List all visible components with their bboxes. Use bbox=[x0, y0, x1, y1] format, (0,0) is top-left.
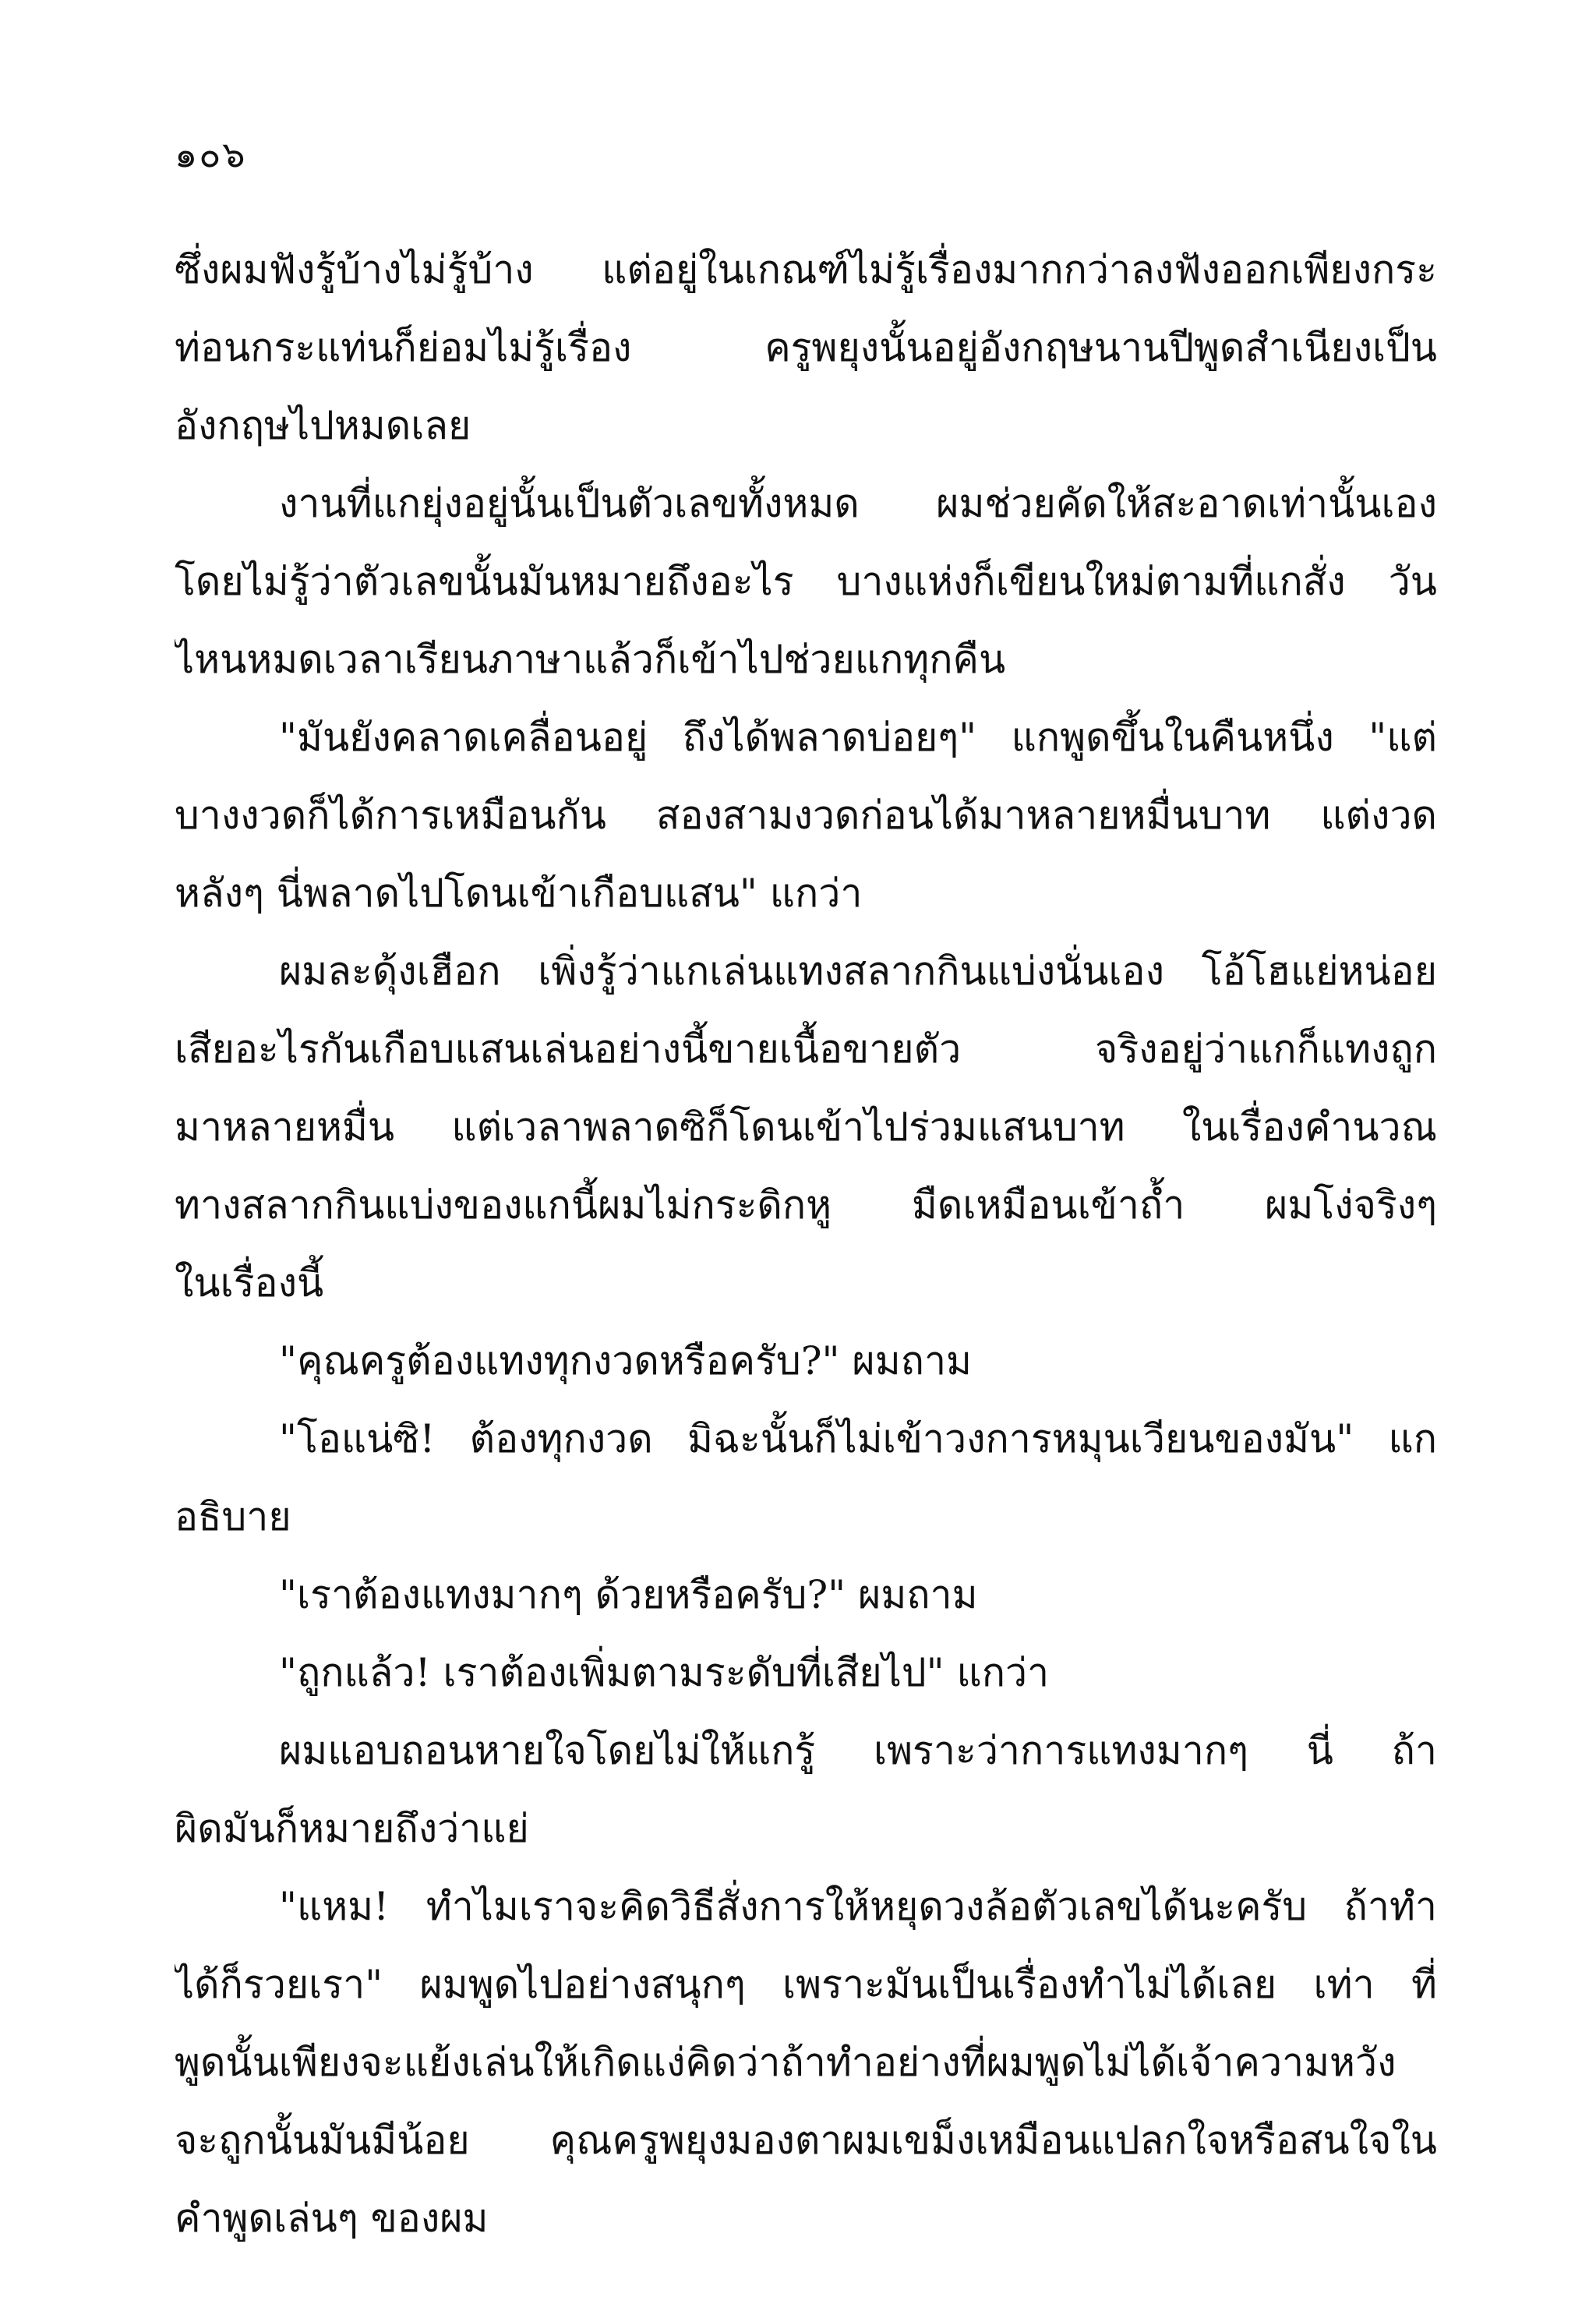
text-line: ไหนหมดเวลาเรียนภาษาแล้วก็เข้าไปช่วยแกทุกคืน bbox=[175, 637, 1006, 682]
text-line: ทางสลากกินแบ่งของแกนี้ผมไม่กระดิกหู มืดเหมือนเข้าถ้ำ ผมโง่จริงๆ bbox=[175, 1182, 1437, 1228]
text-line: พูดนั้นเพียงจะแย้งเล่นให้เกิดแง่คิดว่าถ้าทำอย่างที่ผมพูดไม่ได้เจ้าความหวัง bbox=[175, 2040, 1396, 2085]
text-line: อธิบาย bbox=[175, 1494, 291, 1539]
text-line: มาหลายหมื่น แต่เวลาพลาดซิก็โดนเข้าไปร่วมแสนบาท ในเรื่องคำนวณ bbox=[175, 1104, 1437, 1150]
text-line: งานที่แกยุ่งอยู่นั้นเป็นตัวเลขทั้งหมด ผมช่วยคัดให้สะอาดเท่านั้นเอง bbox=[279, 481, 1437, 526]
text-line: ได้ก็รวยเรา" ผมพูดไปอย่างสนุกๆ เพราะมันเป็นเรื่องทำไม่ได้เลย เท่า ที่ bbox=[175, 1962, 1437, 2007]
text-line: ซึ่งผมฟังรู้บ้างไม่รู้บ้าง แต่อยู่ในเกณฑ์ไม่รู้เรื่องมากกว่าลงฟังออกเพียงกระ bbox=[175, 247, 1437, 292]
text-line: "มันยังคลาดเคลื่อนอยู่ ถึงได้พลาดบ่อยๆ" แกพูดขึ้นในคืนหนึ่ง "แต่ bbox=[279, 715, 1437, 760]
text-line: "คุณครูต้องแทงทุกงวดหรือครับ?" ผมถาม bbox=[279, 1338, 972, 1383]
text-line: "โอแน่ซิ! ต้องทุกงวด มิฉะนั้นก็ไม่เข้าวงการหมุนเวียนของมัน" แก bbox=[279, 1416, 1437, 1461]
text-line: "ถูกแล้ว! เราต้องเพิ่มตามระดับที่เสียไป" แกว่า bbox=[279, 1650, 1050, 1695]
text-line: ในเรื่องนี้ bbox=[175, 1260, 324, 1306]
text-line: จะถูกนั้นมันมีน้อย คุณครูพยุงมองตาผมเขม็งเหมือนแปลกใจหรือสนใจใน bbox=[175, 2118, 1437, 2163]
text-line: คำพูดเล่นๆ ของผม bbox=[175, 2196, 489, 2241]
text-line: หลังๆ นี่พลาดไปโดนเข้าเกือบแสน" แกว่า bbox=[175, 871, 863, 916]
text-line: ผิดมันก็หมายถึงว่าแย่ bbox=[175, 1806, 529, 1851]
page-number: ๑๐๖ bbox=[175, 133, 247, 175]
text-line: โดยไม่รู้ว่าตัวเลขนั้นมันหมายถึงอะไร บางแห่งก็เขียนใหม่ตามที่แกสั่ง วัน bbox=[175, 559, 1437, 604]
text-line: "แหม! ทำไมเราจะคิดวิธีสั่งการให้หยุดวงล้อตัวเลขได้นะครับ ถ้าทำ bbox=[279, 1884, 1437, 1929]
text-line: เสียอะไรกันเกือบแสนเล่นอย่างนี้ขายเนื้อขายตัว จริงอยู่ว่าแกก็แทงถูก bbox=[175, 1027, 1437, 1072]
text-line: ท่อนกระแท่นก็ย่อมไม่รู้เรื่อง ครูพยุงนั้นอยู่อังกฤษนานปีพูดสำเนียงเป็น bbox=[175, 325, 1437, 370]
text-line: "เราต้องแทงมากๆ ด้วยหรือครับ?" ผมถาม bbox=[279, 1572, 978, 1617]
body-text bbox=[175, 231, 1437, 2257]
text-line: บางงวดก็ได้การเหมือนกัน สองสามงวดก่อนได้มาหลายหมื่นบาท แต่งวด bbox=[175, 793, 1437, 838]
text-line: ผมแอบถอนหายใจโดยไม่ให้แกรู้ เพราะว่าการแทงมากๆ นี่ ถ้า bbox=[279, 1728, 1437, 1773]
text-line: ผมละดุ้งเฮือก เพิ่งรู้ว่าแกเล่นแทงสลากกินแบ่งนั่นเอง โอ้โฮแย่หน่อย bbox=[279, 949, 1437, 994]
text-line: อังกฤษไปหมดเลย bbox=[175, 403, 471, 448]
